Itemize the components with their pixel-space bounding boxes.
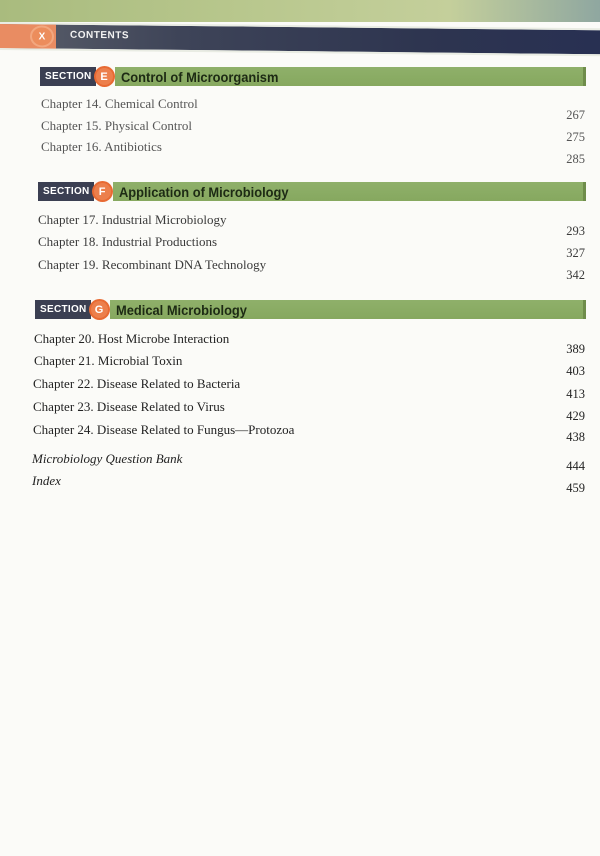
section-title-bar <box>115 67 586 86</box>
toc-entry[interactable]: Chapter 18. Industrial Productions <box>38 234 218 249</box>
toc-entry-index[interactable]: Index <box>32 473 61 488</box>
toc-entry[interactable]: Chapter 17. Industrial Microbiology <box>38 212 227 227</box>
page-numeral-badge: X <box>30 25 54 47</box>
contents-header-bar <box>0 22 600 56</box>
toc-entry-question-bank[interactable]: Microbiology Question Bank <box>32 451 183 466</box>
page-number: 389 <box>566 342 585 356</box>
page-number: 403 <box>566 364 585 378</box>
toc-entry[interactable]: Chapter 16. Antibiotics <box>41 139 162 154</box>
top-decorative-band <box>0 0 600 22</box>
section-title-bar <box>113 182 586 201</box>
toc-entry[interactable]: Chapter 20. Host Microbe Interaction <box>34 331 230 346</box>
page-number: 267 <box>566 108 585 122</box>
toc-entry[interactable]: Chapter 19. Recombinant DNA Technology <box>38 257 267 272</box>
page-number: 275 <box>566 130 585 144</box>
page-number: 429 <box>566 409 585 423</box>
toc-entry[interactable]: Chapter 14. Chemical Control <box>41 96 198 111</box>
page-number: 285 <box>566 152 585 166</box>
section-title: Application of Microbiology <box>118 183 289 200</box>
page-number: 327 <box>566 246 585 260</box>
section-title-bar <box>110 300 586 319</box>
page-number: 413 <box>566 387 585 401</box>
section-tag: SECTION <box>35 300 91 319</box>
section-heading <box>38 182 586 201</box>
section-letter-badge: G <box>91 301 108 318</box>
page-number: 342 <box>566 268 585 282</box>
page-title: CONTENTS <box>70 29 129 42</box>
section-tag: SECTION <box>40 67 96 86</box>
section-heading <box>35 300 586 319</box>
toc-entry[interactable]: Chapter 21. Microbial Toxin <box>34 353 183 368</box>
section-letter-badge: F <box>94 183 111 200</box>
section-heading <box>40 67 586 86</box>
toc-entry[interactable]: Chapter 23. Disease Related to Virus <box>33 399 225 414</box>
page-number: 293 <box>566 224 585 238</box>
section-letter-badge: E <box>96 68 113 85</box>
section-tag: SECTION <box>38 182 94 201</box>
toc-entry[interactable]: Chapter 22. Disease Related to Bacteria <box>33 376 241 391</box>
page-number: 444 <box>566 459 585 473</box>
section-title: Medical Microbiology <box>115 301 247 318</box>
section-title: Control of Microorganism <box>120 68 278 85</box>
toc-entry[interactable]: Chapter 15. Physical Control <box>41 118 192 133</box>
page-number: 459 <box>566 481 585 495</box>
page-number: 438 <box>566 430 585 444</box>
toc-entry[interactable]: Chapter 24. Disease Related to Fungus—Protozoa <box>33 422 295 437</box>
